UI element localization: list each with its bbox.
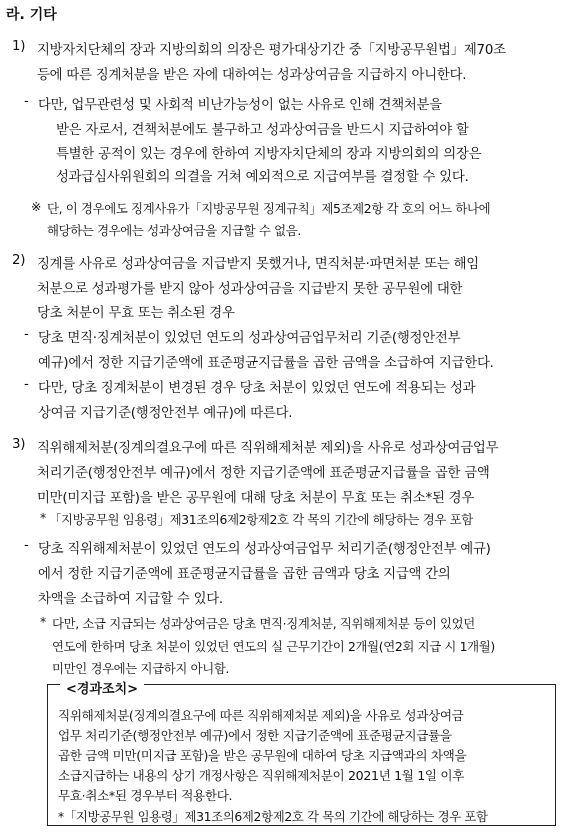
transition-box-title: <경과조치>	[60, 678, 144, 697]
section-title: 라. 기타	[6, 7, 57, 23]
sub-text-line: 예규)에서 정한 지급기준액에 표준평균지급률을 곱한 금액을 소급하여 지급한다.	[38, 356, 494, 371]
star-note-text: 미만인 경우에는 지급하지 아니함.	[52, 661, 230, 676]
item-text-line: 징계를 사유로 성과상여금을 지급받지 못했거나, 면직처분·파면처분 또는 해임	[37, 257, 479, 272]
sub-text-line: 당초 면직·징계처분이 있었던 연도의 성과상여금업무처리 기준(행정안전부	[38, 331, 461, 346]
note-marker: ※	[31, 199, 42, 214]
item-text-line: 미만(미지급 포함)을 받은 공무원에 대해 당초 처분이 무효 또는 취소*된 경우	[37, 491, 475, 506]
star-note-text: 다만, 소급 지급되는 성과상여금은 당초 면직·징계처분, 직위해제처분 등이 있었던	[52, 616, 475, 631]
sub-text-line: 차액을 소급하여 지급할 수 있다.	[38, 592, 223, 607]
box-text-line: 직위해제처분(징계의결요구에 따른 직위해제처분 제외)을 사유로 성과상여금	[58, 708, 464, 723]
note-text-line: 해당하는 경우에는 성과상여금을 지급할 수 없음.	[47, 223, 301, 238]
box-footnote: *「지방공무원 임용령」제31조의6제2항제2호 각 목의 기간에 해당하는 경우 포함	[58, 809, 488, 824]
box-text-line: 소급지급하는 내용의 상기 개정사항은 직위해제처분이 2021년 1월 1일 이후	[58, 768, 465, 783]
dash-marker: -	[24, 327, 29, 342]
sub-text-line: 상여금 지급기준(행정안전부 예규)에 따른다.	[38, 406, 293, 421]
sub-text-line: 성과급심사위원회의 의결을 거쳐 예외적으로 지급여부를 결정할 수 있다.	[56, 170, 469, 185]
star-marker: *	[40, 510, 46, 525]
item-text-line: 지방자치단체의 장과 지방의회의 의장은 평가대상기간 중「지방공무원법」제70조	[37, 43, 506, 58]
sub-text-line: 다만, 당초 징계처분이 변경된 경우 당초 처분이 있었던 연도에 적용되는 성과	[38, 381, 476, 396]
sub-text-line: 특별한 공적이 있는 경우에 한하여 지방자치단체의 장과 지방의회의 의장은	[56, 147, 482, 162]
item-text-line: 직위해제처분(징계의결요구에 따른 직위해제처분 제외)을 사유로 성과상여금업무	[37, 441, 499, 456]
box-text-line: 무효·취소*된 경우부터 적용한다.	[58, 788, 233, 803]
sub-text-line: 당초 직위해제처분이 있었던 연도의 성과상여금업무 처리기준(행정안전부 예규)	[38, 542, 491, 557]
dash-marker: -	[24, 377, 29, 392]
item-number: 2)	[12, 253, 26, 268]
item-number: 3)	[12, 437, 26, 452]
item-number: 1)	[12, 39, 26, 54]
star-marker: *	[40, 614, 46, 629]
sub-text-line: 다만, 업무관련성 및 사회적 비난가능성이 없는 사유로 인해 견책처분을	[38, 98, 442, 113]
star-note-text: 연도에 한하며 당초 처분이 있었던 연도의 실 근무기간이 2개월(연2회 지급 시 1개월)	[52, 639, 495, 654]
dash-marker: -	[24, 538, 29, 553]
star-note-text: 「지방공무원 임용령」제31조의6제2항제2호 각 목의 기간에 해당하는 경우 포함	[49, 512, 473, 527]
dash-marker: -	[24, 94, 29, 109]
note-text-line: 단, 이 경우에도 징계사유가「지방공무원 징계규칙」제5조제2항 각 호의 어느 하나에	[47, 201, 491, 216]
box-text-line: 업무 처리기준(행정안전부 예규)에서 정한 지급기준액에 표준평균지급률을	[58, 728, 452, 743]
item-text-line: 당초 처분이 무효 또는 취소된 경우	[37, 306, 235, 321]
box-text-line: 곱한 금액 미만(미지급 포함)을 받은 공무원에 대하여 당초 지급액과의 차액을	[58, 748, 467, 763]
item-text-line: 등에 따른 징계처분을 받은 자에 대하여는 성과상여금을 지급하지 아니한다.	[37, 68, 467, 83]
sub-text-line: 받은 자로서, 견책처분에도 불구하고 성과상여금을 반드시 지급하여야 할	[56, 123, 469, 138]
item-text-line: 처리기준(행정안전부 예규)에서 정한 지급기준액에 표준평균지급률을 곱한 금액	[37, 466, 490, 481]
sub-text-line: 에서 정한 지급기준액에 표준평균지급률을 곱한 금액과 당초 지급액 간의	[38, 567, 451, 582]
item-text-line: 처분으로 성과평가를 받지 않아 성과상여금을 지급받지 못한 공무원에 대한	[37, 282, 463, 297]
